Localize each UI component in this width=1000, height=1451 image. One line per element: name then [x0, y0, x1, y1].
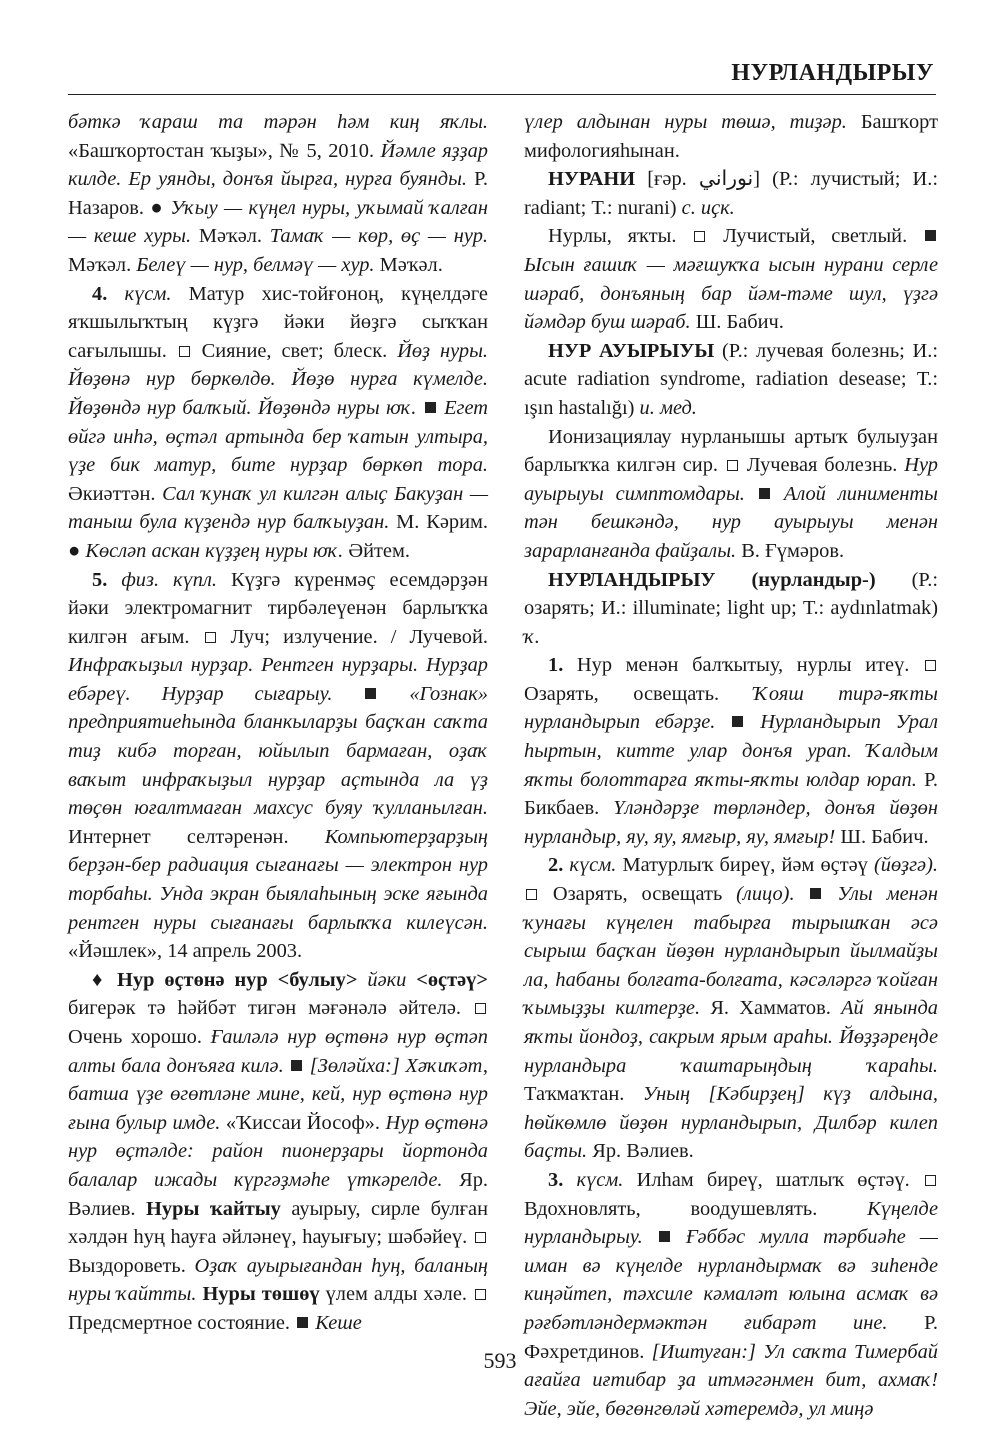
text-run: Р. Назаров. ● [68, 168, 488, 219]
italic-text: Йәмле яҙҙар килде. Ер уянды, донъя йырға, нурға буянды. [68, 139, 488, 191]
text-run: Мәҡәл. [191, 225, 270, 248]
italic-text: Егет өйгә инһә, өҫтәл артында бер ҡатын ултыра, үҙе бик матур, бите нурҙар бөркөп тора. [68, 396, 488, 477]
running-header [68, 58, 936, 95]
empty-square-icon [694, 231, 705, 242]
text-run: Интернет селтәренән. [68, 825, 325, 848]
italic-text: күсм. [576, 1168, 624, 1191]
text-run: Луч; излучение. / Лучевой. [217, 625, 488, 648]
text-run: (Р.: лучевая болезнь; И.: acute radiation syndrome, radiation desease; Т.: ışın hastalığı) [524, 339, 938, 419]
paragraph [524, 651, 938, 851]
filled-square-icon [925, 230, 936, 241]
text-run: Мәҡәл. [374, 253, 443, 276]
filled-square-icon [732, 716, 743, 727]
italic-text: Йөҙ нуры. Йөҙөнә нур бөркөлдө. Йөҙө нурға күмелде. Йөҙөндә нур балҡый. Йөҙөндә нуры юҡ. [68, 339, 488, 419]
paragraph [524, 1166, 938, 1423]
empty-square-icon [526, 889, 537, 900]
italic-text: Уның [Кәбирҙең] күҙ алдына, һөйкөмлө йөҙөн нурландырып, Дилбәр килеп баҫты. [524, 1083, 938, 1163]
empty-square-icon [205, 632, 216, 643]
italic-text: Үләндәрҙе төрләндер, донъя йөҙөн нурландыр, яу, яу, ямғыр, яу, ямғыр! [524, 797, 938, 848]
page-number: 593 [483, 1348, 517, 1373]
text-run [672, 1226, 686, 1248]
text-run: Ш. Бабич. [690, 311, 784, 334]
italic-text: (лицо). [736, 883, 795, 906]
italic-text: Сал ҡунаҡ ул килгән алыҫ Бакуҙан — таныш була күҙендә нур балҡыуҙан. [68, 482, 488, 534]
italic-text: Ғаиләлә нур өҫтөнә нур өҫтәп алты бала донъяға килә. [68, 1026, 488, 1077]
empty-square-icon [925, 660, 936, 671]
text-run [772, 483, 784, 505]
italic-text: ҡ. [524, 625, 540, 648]
entry-headword-nur-auyryuy [524, 337, 938, 423]
text-run [378, 683, 409, 705]
text-run: ауырыу, сирле булған хәлдән һуң һауға әйләнеү, һауығыу; шәбәйеү. [68, 1197, 488, 1249]
empty-square-icon [925, 1175, 936, 1186]
bold-text: ♦ Нур өҫтөнә нур <булыу> [92, 968, 358, 991]
italic-text: «Гознак» предприятиеһында бланкыларҙы баҫҡан саҡта тиҙ кибә торған, юйылып бармаған, оҙаҡ ваҡыт инфраҡыҙыл нурҙар аҫтында ла үҙ төҫөн юғалтмаған махсус буяу ҡулланылған. [68, 682, 488, 820]
italic-text: Компьютерҙарҙың берҙән-бер радиация сығанағы — электрон нур торбаһы. Унда экран быялаһының эске яғында рентген нуры сығанағы барлыҡҡа килеүсән. [68, 825, 488, 934]
text-run: Матур хис-тойғоноң, күңелдәге яҡшылыҡтың күҙгә йәки йөҙгә сыҡҡан сағылышы. [68, 282, 488, 362]
paragraph [524, 423, 938, 566]
text-run: Вдохновлять, воодушевлять. [524, 1197, 868, 1220]
empty-square-icon [727, 460, 738, 471]
italic-text: Уҡыу — күңел нуры, уҡымай ҡалған — кеше хуры. [68, 196, 488, 248]
text-run: Очень хорошо. [68, 1026, 211, 1048]
filled-square-icon [291, 1060, 302, 1071]
italic-text: с. иҫк. [681, 196, 735, 219]
text-run: [ғәр. نوراني] (Р.: лучистый; И.: radiant; Т.: nurani) [524, 168, 938, 219]
text-run: Лучевая болезнь. [739, 454, 905, 477]
text-run: «Йәшлек», 14 апрель 2003. [68, 940, 303, 963]
text-run: Выздороветь. [68, 1254, 195, 1277]
text-run [823, 883, 837, 905]
text-run: Әйтем. [343, 539, 410, 562]
italic-text: Ай янында яҡты йондоҙ, сакрым ярым араһы. Йөҙҙәреңде нурландыра ҡаштарыңдың ҡараһы. [524, 997, 938, 1077]
text-run: «Ҡиссаи Йософ». [220, 1111, 386, 1134]
bold-text: 1. [548, 654, 564, 677]
text-run: Илһам биреү, шатлыҡ өҫтәү. [623, 1168, 923, 1191]
text-run [107, 569, 121, 591]
text-run [358, 969, 368, 991]
italic-text: (йөҙгә). [873, 854, 938, 877]
text-run: Лучистый, светлый. [707, 225, 924, 248]
right-column [524, 108, 938, 1423]
text-run: В. Ғүмәров. [736, 539, 845, 562]
text-run: Ионизациялау нурланышы артыҡ булыуҙан барлыҡҡа килгән сир. [524, 425, 938, 477]
italic-text: Ҡояш тирә-яҡты нурландырып ебәрҙе. [524, 682, 938, 734]
italic-text: Алой линименты тән бешкәндә, нур ауырыуы менән зарарланғанда файҙалы. [524, 482, 938, 562]
entry-headword-nurani [524, 165, 938, 222]
text-run: Ш. Бабич. [835, 825, 929, 848]
left-column [68, 108, 488, 1338]
paragraph [524, 222, 938, 336]
text-run [745, 483, 757, 505]
text-run: Я. Хамматов. [700, 997, 842, 1020]
filled-square-icon [810, 888, 821, 899]
bold-text: Нуры төшөү [202, 1283, 320, 1306]
text-run [795, 883, 809, 905]
italic-text: Нурландырып Урал һыртын, китте улар донъя урап. Ҡалдым яҡты болоттарға яҡты-яҡты юлдар юрап. [524, 711, 938, 791]
italic-text: Кеше [315, 1311, 362, 1334]
text-run: бигерәк тә һәйбәт тигән мәғәнәлә әйтелә. [68, 997, 473, 1020]
text-run: Нурлы, яҡты. [548, 225, 693, 248]
text-run: Озарять, освещать. [524, 682, 754, 705]
bold-text: 4. [92, 282, 108, 305]
bold-text: 3. [548, 1168, 564, 1191]
italic-text: бәткә ҡараш та тәрән һәм киң яҡлы. [68, 111, 488, 133]
bold-text: НУР АУЫРЫУЫ [548, 339, 715, 362]
paragraph [68, 280, 488, 566]
italic-text: Ғәббәс мулла тәрбиәһе — иман вә күңелде нурландырмаҡ вә зиһенде киңәйтеп, тәхсиле кәмаләт юлына асмаҡ вә рәғбәтләндермәктән ғибарәт ине. [524, 1226, 938, 1334]
text-run [406, 969, 416, 991]
italic-text: Нур өҫтөнә нур өҫтәлде: район пионерҙары йортонда балалар ижады күргәҙмәһе үткәрелде. [68, 1111, 488, 1191]
text-run: М. Кәрим. ● [68, 511, 488, 562]
text-run: Предсмертное состояние. [68, 1311, 296, 1334]
text-run: Р. Фәхретдинов. [524, 1311, 938, 1363]
text-run: Яр. Вәлиев. [68, 1168, 488, 1220]
text-run [715, 711, 730, 733]
filled-square-icon [659, 1231, 670, 1242]
bold-text: НУРЛАНДЫРЫУ (нурландыр-) [548, 568, 876, 591]
text-run: Озарять, освещать [539, 883, 737, 906]
italic-text: Нур ауырыуы симптомдары. [524, 454, 938, 505]
italic-text: Белеү — нур, белмәү — хур. [136, 253, 375, 276]
text-run: (Р.: озарять; И.: illuminate; light up; Т.: aydınlatmak) [524, 568, 938, 620]
text-run: Матурлыҡ биреү, йәм өҫтәү [616, 854, 874, 877]
text-run [107, 283, 124, 305]
text-run: Әкиәттән. [68, 482, 163, 505]
italic-text: Күңелде нурландырыу. [524, 1197, 938, 1249]
empty-square-icon [475, 1289, 486, 1300]
text-run: Яр. Вәлиев. [587, 1140, 694, 1163]
text-run: үлем алды хәле. [319, 1283, 474, 1306]
italic-text: күсм. [569, 854, 617, 877]
text-run: Р. Бикбаев. [524, 768, 938, 820]
italic-text: йәки [367, 968, 407, 991]
empty-square-icon [475, 1232, 486, 1243]
paragraph [68, 108, 488, 280]
bold-text: Нуры ҡайтыу [146, 1197, 281, 1220]
italic-text: Ысын ғашиҡ — мәғшуҡҡа ысын нурани серле шәраб, донъяның бар йәм-тәме шул, үҙгә йәмдәр буш шәраб. [524, 253, 938, 334]
text-run: Башҡорт мифологияһынан. [524, 111, 939, 162]
empty-square-icon [179, 346, 190, 357]
filled-square-icon [425, 402, 436, 413]
text-run: Сияние, свет; блеск. [191, 339, 398, 362]
text-run [745, 711, 760, 733]
italic-text: физ. күпл. [121, 568, 217, 591]
italic-text: Көсләп аскан күҙҙең нуры юҡ. [85, 539, 344, 562]
text-run [284, 1055, 290, 1077]
bold-text: 2. [548, 854, 564, 877]
entry-headword-nurlandyryu [524, 566, 938, 652]
text-run [416, 397, 422, 419]
filled-square-icon [759, 488, 770, 499]
bold-text: НУРАНИ [548, 168, 636, 191]
italic-text: [Иштуған:] Ул саҡта Тимербай ағайға иғтибар ҙа итмәгәнмен бит, ахмаҡ! Эйе, эйе, бөгөнгөләй хәтеремдә, ул миңә [524, 1340, 938, 1420]
paragraph [68, 966, 488, 1338]
empty-square-icon [475, 1003, 486, 1014]
italic-text: Оҙаҡ ауырығандан һуң, баланың нуры ҡайтты. [68, 1254, 488, 1306]
text-run: Нур менән балҡытыу, нурлы итеү. [563, 654, 923, 677]
paragraph [524, 108, 938, 165]
text-run: Күҙгә күренмәҫ есемдәрҙән йәки электромагнит тирбәлеүенән барлыҡҡа килгән ағым. [68, 568, 488, 648]
italic-text: Инфраҡыҙыл нурҙар. Рентген нурҙары. Нурҙар ебәреү. Нурҙар сығарыу. [68, 654, 488, 705]
italic-text: и. мед. [639, 396, 697, 419]
paragraph [68, 566, 488, 966]
filled-square-icon [297, 1317, 308, 1328]
italic-text: [Зөләйха:] Хәҡиҡәт, батша үҙе өгөтләне мине, кей, нур өҫтөнә нур ғына булыр имде. [68, 1054, 488, 1134]
paragraph [524, 851, 938, 1166]
text-run: Таҡмаҡтан. [524, 1083, 643, 1106]
italic-text: Тамаҡ — көр, өҫ — нур. [269, 225, 488, 248]
italic-text: үлер алдынан нуры төшә, тиҙәр. [524, 111, 847, 133]
text-run [332, 683, 363, 705]
text-run [643, 1226, 657, 1248]
text-run [563, 1169, 576, 1191]
filled-square-icon [365, 688, 376, 699]
bold-text: <өҫтәү> [416, 968, 488, 991]
bold-text: 5. [92, 568, 108, 591]
text-run: «Башҡортостан ҡыҙы», № 5, 2010. [68, 139, 381, 162]
italic-text: күсм. [124, 282, 172, 305]
running-head-title: НУРЛАНДЫРЫУ [731, 60, 934, 86]
italic-text: Улы менән ҡунағы күңелен табырға тырышҡан әсә сырыш баҫҡан йөҙөн нурландырып йылмайҙы ла, һабаны болғата-болғата, кәсәләргә ҡойған ҡымыҙҙы килтерҙе. [524, 883, 938, 1020]
text-run: Мәҡәл. [68, 253, 137, 276]
